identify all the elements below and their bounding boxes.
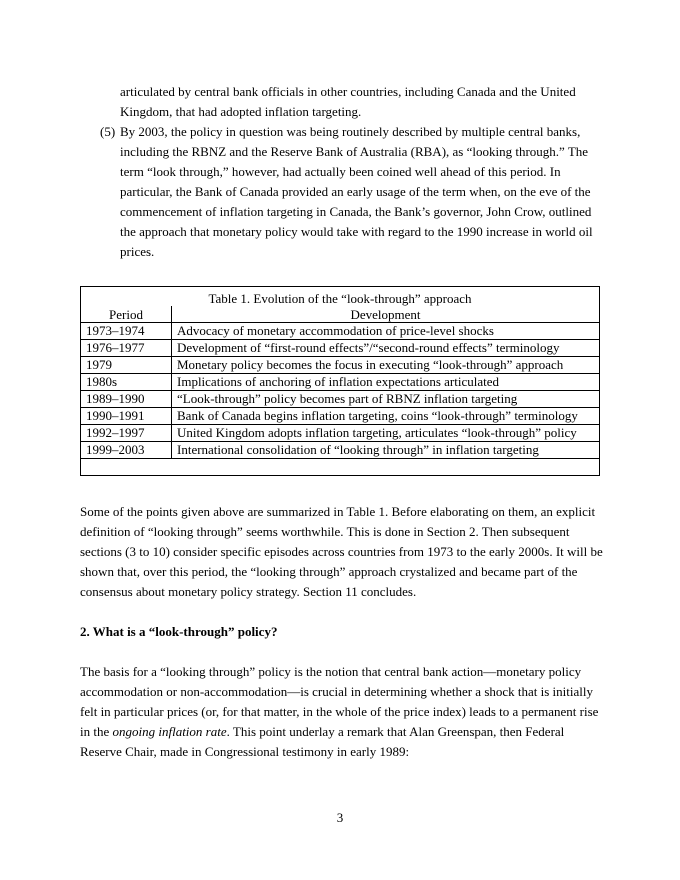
page-number: 3 (336, 810, 344, 825)
list-item-number: (5) (100, 124, 116, 139)
period-cell: 1980s (81, 374, 172, 391)
basis-text-2: . This point underlay a remark that Alan Greenspan, then Federal Reserve Chair, made in Congressional testimony in early 1989: (80, 724, 565, 759)
period-cell: 1973–1974 (81, 323, 172, 340)
table-row (81, 340, 600, 357)
basis-paragraph (80, 662, 605, 762)
table-blank-cell (81, 459, 600, 476)
list-item-5-text: By 2003, the policy in question was being routinely described by multiple central banks, including the RBNZ and the Reserve Bank of Australia (RBA), as “looking through.” The term “look through,” however, had actually been coined well ahead of this period. In particular, the Bank of Canada provided an early usage of the term when, on the eve of the commencement of inflation targeting in Canada, the Bank’s governor, John Crow, outlined the approach that monetary policy would take with regard to the 1990 increase in world oil prices. (120, 124, 593, 259)
summary-paragraph: Some of the points given above are summarized in Table 1. Before elaborating on them, an explicit definition of “looking through” seems worthwhile. This is done in Section 2. Then subsequent sections (3 to 10) consider specific episodes across countries from 1973 to the early 2000s. It will be shown that, over this period, the “looking through” approach crystalized and became part of the consensus about monetary policy strategy. Section 11 concludes. (80, 504, 603, 599)
table-caption: Table 1. Evolution of the “look-through” approach (81, 287, 600, 307)
table-caption-row (81, 287, 600, 307)
header-period: Period (81, 306, 172, 323)
basis-text-1: The basis for a “looking through” policy is the notion that central bank action—monetary policy accommodation or non-accommodation—is crucial in determining whether a shock that is initially felt in particular prices (or, for that matter, in the whole of the price index) leads to a permanent rise in the (80, 664, 599, 739)
header-development: Development (172, 306, 600, 323)
table-row (81, 391, 600, 408)
development-cell: United Kingdom adopts inflation targeting, articulates “look-through” policy (172, 425, 600, 442)
table-row (81, 442, 600, 459)
development-cell: Bank of Canada begins inflation targeting, coins “look-through” terminology (172, 408, 600, 425)
section-heading: 2. What is a “look-through” policy? (80, 624, 278, 639)
period-cell: 1976–1977 (81, 340, 172, 357)
period-cell: 1999–2003 (81, 442, 172, 459)
development-cell: Implications of anchoring of inflation expectations articulated (172, 374, 600, 391)
development-cell: International consolidation of “looking through” in inflation targeting (172, 442, 600, 459)
development-cell: Advocacy of monetary accommodation of price-level shocks (172, 323, 600, 340)
period-cell: 1990–1991 (81, 408, 172, 425)
development-cell: Development of “first-round effects”/“second-round effects” terminology (172, 340, 600, 357)
table-row (81, 323, 600, 340)
table-row (81, 374, 600, 391)
development-cell: “Look-through” policy becomes part of RBNZ inflation targeting (172, 391, 600, 408)
table-blank-row (81, 459, 600, 476)
development-cell: Monetary policy becomes the focus in executing “look-through” approach (172, 357, 600, 374)
evolution-table (80, 286, 600, 476)
period-cell: 1989–1990 (81, 391, 172, 408)
table-row (81, 425, 600, 442)
basis-italic-term: ongoing inflation rate (112, 724, 227, 739)
period-cell: 1992–1997 (81, 425, 172, 442)
table-row (81, 408, 600, 425)
period-cell: 1979 (81, 357, 172, 374)
table-body (81, 323, 600, 459)
continuation-paragraph: articulated by central bank officials in other countries, including Canada and the United Kingdom, that had adopted inflation targeting. (120, 84, 576, 119)
table-header-row (81, 306, 600, 323)
table-row (81, 357, 600, 374)
